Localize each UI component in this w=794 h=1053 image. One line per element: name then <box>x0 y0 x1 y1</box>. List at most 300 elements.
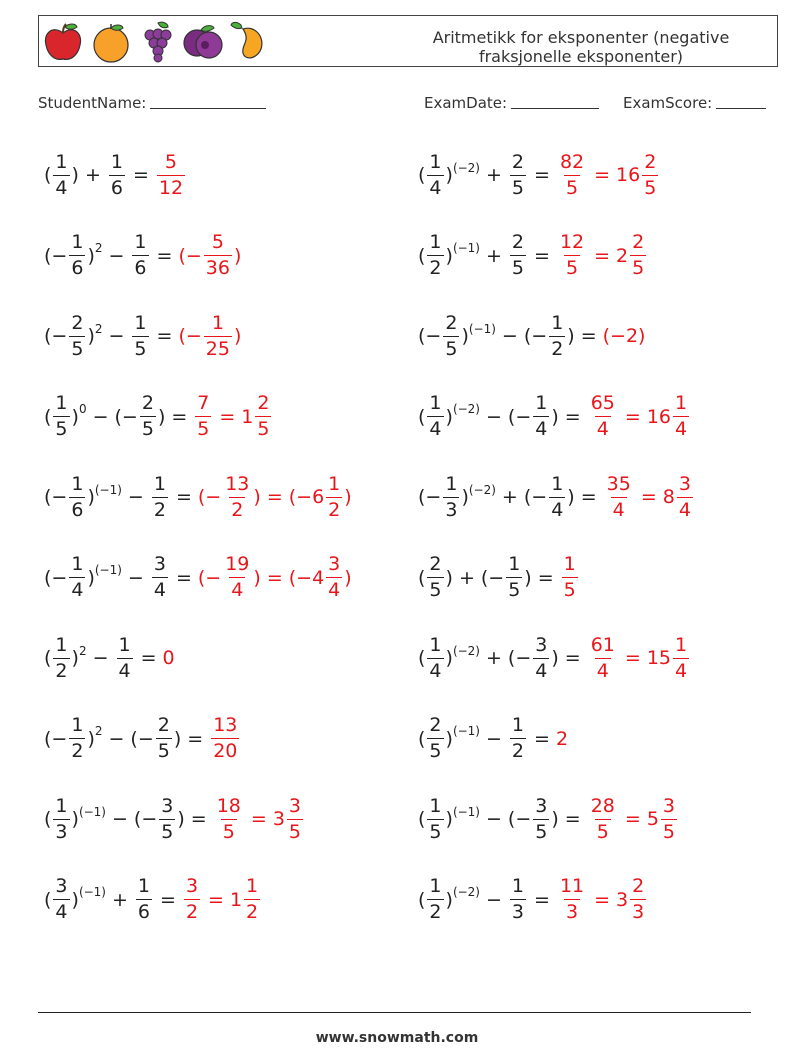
fraction <box>287 794 303 843</box>
exponent: (−1) <box>78 804 106 819</box>
expression-term <box>106 889 134 911</box>
expression-term <box>480 245 508 267</box>
numerator: 35 <box>606 472 631 495</box>
fraction <box>152 555 168 600</box>
exponent: 2 <box>94 241 103 255</box>
student-name-label: StudentName: <box>38 94 147 112</box>
operator: = <box>640 486 657 508</box>
answer-term <box>213 406 241 428</box>
operator: = <box>537 566 554 589</box>
expression-term <box>559 647 587 669</box>
denominator: 2 <box>328 498 341 521</box>
expression-term <box>44 311 103 360</box>
apple-icon <box>43 19 83 63</box>
exponent: (−1) <box>452 241 480 255</box>
numerator: 1 <box>134 231 147 253</box>
open-paren: (− <box>480 566 505 589</box>
operator: − <box>486 808 502 830</box>
expression-term <box>44 877 106 922</box>
open-paren: ( <box>44 647 52 669</box>
expression-term <box>154 889 182 911</box>
denominator: 6 <box>134 257 147 279</box>
denominator: 4 <box>429 418 442 440</box>
expression-term <box>151 325 179 347</box>
expression-term <box>480 808 508 830</box>
expression-term <box>528 889 556 911</box>
denominator: 4 <box>675 418 688 440</box>
numerator: 1 <box>55 392 68 414</box>
answer-term <box>245 808 273 830</box>
operator: = <box>171 405 188 428</box>
open-paren: (− <box>288 486 313 508</box>
expression-term <box>480 647 508 669</box>
expression-term <box>418 311 496 360</box>
exponent: (−1) <box>468 321 496 336</box>
fraction <box>53 877 69 922</box>
denominator: 4 <box>118 659 131 682</box>
fraction <box>562 555 578 600</box>
denominator: 5 <box>508 579 521 601</box>
fraction <box>427 716 443 761</box>
numerator: 13 <box>213 714 238 736</box>
expression-term <box>150 472 170 521</box>
operator: − <box>108 325 125 347</box>
numerator: 7 <box>197 392 210 414</box>
fraction <box>427 150 443 199</box>
denominator: 5 <box>161 820 174 843</box>
expression-term <box>44 150 79 199</box>
open-paren: ( <box>418 647 426 669</box>
open-paren: (− <box>44 486 68 508</box>
fraction <box>53 633 69 682</box>
expression-term <box>165 406 193 428</box>
expression-term <box>481 555 532 600</box>
problem-10 <box>44 871 262 929</box>
fraction <box>510 716 526 761</box>
operator: = <box>160 888 176 911</box>
numerator: 2 <box>257 392 270 414</box>
answer-term <box>588 889 616 911</box>
denominator: 2 <box>55 659 68 682</box>
answer-value: 2 <box>555 727 569 750</box>
open-paren: (− <box>114 405 138 428</box>
fraction <box>195 394 211 439</box>
expression-term <box>44 555 122 600</box>
numerator: 3 <box>185 875 199 897</box>
close-paren: ) <box>253 486 261 508</box>
fraction <box>223 472 251 521</box>
close-paren: ) <box>445 244 453 267</box>
open-paren: (− <box>507 405 532 428</box>
expression-term <box>418 472 496 521</box>
numerator: 19 <box>225 553 250 575</box>
exponent: 2 <box>94 724 103 738</box>
expression-term <box>151 245 179 267</box>
answer-value: 0 <box>162 647 175 669</box>
denominator: 4 <box>535 659 548 682</box>
fraction <box>156 716 172 761</box>
fraction <box>69 311 85 360</box>
expression-term <box>418 150 480 199</box>
problem-15 <box>418 468 695 526</box>
fraction <box>204 233 232 278</box>
fraction <box>673 394 689 439</box>
problem-19 <box>418 790 679 848</box>
worksheet-header <box>38 15 778 67</box>
expression-term <box>103 245 131 267</box>
answer-term <box>241 394 273 439</box>
numerator: 1 <box>71 553 84 575</box>
open-paren: ( <box>418 405 426 428</box>
expression-term <box>130 716 181 761</box>
answer-term <box>261 486 289 508</box>
operator: = <box>580 325 597 347</box>
fraction <box>109 150 125 199</box>
answer-term <box>556 150 588 199</box>
denominator: 4 <box>429 659 442 682</box>
expression-term <box>528 164 556 186</box>
operator: = <box>594 164 611 186</box>
numerator: 1 <box>563 553 576 575</box>
numerator: 1 <box>675 633 688 656</box>
numerator: 1 <box>675 392 688 414</box>
fraction <box>677 472 693 521</box>
mango-icon <box>229 19 269 63</box>
close-paren: ) <box>87 244 95 267</box>
close-paren: ) <box>551 808 559 830</box>
student-name-blank[interactable] <box>150 108 266 109</box>
numerator: 1 <box>511 875 525 897</box>
denominator: 12 <box>158 176 184 199</box>
expression-term <box>103 325 131 347</box>
open-paren: (− <box>523 486 548 508</box>
close-paren: ) <box>157 405 166 428</box>
numerator: 3 <box>328 553 341 575</box>
denominator: 4 <box>551 498 564 521</box>
denominator: 6 <box>71 257 84 279</box>
exponent: (−1) <box>452 724 480 738</box>
expression-term <box>135 647 163 669</box>
close-paren: ) <box>87 566 95 589</box>
close-paren: ) <box>233 244 242 267</box>
denominator: 4 <box>328 579 341 601</box>
numerator: 3 <box>153 553 166 575</box>
numerator: 1 <box>211 311 224 334</box>
expression-term <box>134 877 154 922</box>
fraction <box>326 472 342 521</box>
close-paren: ) <box>567 486 575 508</box>
operator: = <box>190 808 207 830</box>
exam-date-blank[interactable] <box>511 108 599 109</box>
expression-term <box>150 555 170 600</box>
expression-term <box>559 808 587 830</box>
answer-term <box>619 808 647 830</box>
numerator: 2 <box>632 875 645 897</box>
numerator: 1 <box>429 392 442 414</box>
numerator: 5 <box>211 231 224 253</box>
answer-term <box>619 406 647 428</box>
denominator: 4 <box>596 418 609 440</box>
expression-term <box>44 233 103 278</box>
whole-number: 3 <box>616 888 629 911</box>
denominator: 2 <box>246 901 259 923</box>
exponent: (−2) <box>452 643 480 658</box>
denominator: 5 <box>632 257 645 279</box>
fraction <box>117 633 133 682</box>
expression-term <box>122 486 150 508</box>
answer-term <box>198 555 261 600</box>
problem-17 <box>418 629 691 687</box>
fraction <box>427 233 443 278</box>
close-paren: ) <box>71 164 79 186</box>
expression-term <box>185 808 213 830</box>
exponent: (−2) <box>452 160 480 175</box>
denominator: 4 <box>71 579 84 601</box>
expression-term <box>480 889 508 911</box>
expression-term <box>79 164 107 186</box>
answer-term <box>556 233 588 278</box>
fraction <box>510 233 526 278</box>
answer-term <box>647 394 691 439</box>
close-paren: ) <box>445 727 453 750</box>
operator: + <box>112 888 128 911</box>
numerator: 1 <box>134 311 147 334</box>
expression-term <box>508 233 528 278</box>
open-paren: (− <box>197 486 222 508</box>
fraction <box>510 877 526 922</box>
open-paren: (− <box>523 325 548 347</box>
expression-term <box>508 877 528 922</box>
grapes-icon <box>138 19 178 63</box>
close-paren: ) <box>445 405 453 428</box>
open-paren: ( <box>418 566 426 589</box>
operator: = <box>266 566 283 589</box>
numerator: 1 <box>511 714 525 736</box>
denominator: 5 <box>429 579 442 601</box>
answer-term <box>272 794 305 843</box>
numerator: 3 <box>288 794 301 817</box>
close-paren: ) <box>87 486 95 508</box>
answer-term <box>616 150 660 199</box>
expression-term <box>122 567 150 589</box>
open-paren: (− <box>130 727 154 750</box>
operator: = <box>156 244 173 267</box>
expression-term <box>480 728 508 750</box>
operator: − <box>127 486 144 508</box>
exponent: (−2) <box>468 482 496 497</box>
fraction <box>136 877 152 922</box>
answer-term <box>635 486 663 508</box>
numerator: 1 <box>429 150 442 173</box>
close-paren: ) <box>461 486 469 508</box>
open-paren: (− <box>418 325 442 347</box>
whole-number: 16 <box>616 164 641 186</box>
answer-term <box>209 716 241 761</box>
fraction <box>244 877 260 922</box>
operator: = <box>534 164 550 186</box>
fraction <box>589 633 617 682</box>
answer-term <box>662 472 695 521</box>
operator: = <box>250 808 267 830</box>
expression-term <box>508 716 528 761</box>
denominator: 2 <box>429 901 442 923</box>
whole-number: 6 <box>312 486 325 508</box>
numerator: 1 <box>137 875 151 897</box>
open-paren: ( <box>418 808 426 830</box>
numerator: 3 <box>535 633 548 656</box>
close-paren: ) <box>524 566 532 589</box>
numerator: 2 <box>141 392 154 414</box>
open-paren: ( <box>418 164 426 186</box>
operator: − <box>127 566 144 589</box>
denominator: 4 <box>231 579 244 601</box>
answer-term <box>556 728 568 750</box>
denominator: 6 <box>110 176 123 199</box>
operator: − <box>486 888 502 911</box>
operator: = <box>175 566 192 589</box>
operator: − <box>112 808 128 830</box>
close-paren: ) <box>344 566 352 589</box>
expression-term <box>418 794 480 843</box>
operator: = <box>219 405 236 428</box>
denominator: 5 <box>55 418 68 440</box>
open-paren: (− <box>133 808 158 830</box>
expression-term <box>418 877 480 922</box>
expression-term <box>130 233 150 278</box>
denominator: 36 <box>205 257 230 279</box>
answer-term <box>646 633 691 682</box>
fraction <box>53 794 69 843</box>
fraction <box>69 472 85 521</box>
operator: + <box>486 164 502 186</box>
denominator: 5 <box>662 820 675 843</box>
answer-term <box>288 472 352 521</box>
answer-term <box>619 647 647 669</box>
numerator: 1 <box>55 633 68 656</box>
denominator: 5 <box>511 257 525 279</box>
expression-term <box>480 164 508 186</box>
fraction <box>427 555 443 600</box>
fraction <box>558 877 586 922</box>
student-name-field <box>38 94 266 112</box>
problem-3 <box>44 307 241 365</box>
operator: − <box>501 325 518 347</box>
open-paren: (− <box>178 325 202 347</box>
exponent: 2 <box>94 321 103 336</box>
denominator: 4 <box>678 498 691 521</box>
denominator: 5 <box>257 418 270 440</box>
close-paren: ) <box>445 647 453 669</box>
answer-term <box>588 245 616 267</box>
expression-term <box>418 716 480 761</box>
problem-8 <box>44 710 241 768</box>
numerator: 1 <box>246 875 259 897</box>
fraction <box>255 394 271 439</box>
answer-term <box>178 311 242 360</box>
whole-number: 1 <box>241 405 254 428</box>
expression-term <box>575 486 603 508</box>
fraction <box>506 555 522 600</box>
expression-term <box>44 633 87 682</box>
expression-term <box>496 486 524 508</box>
expression-term <box>507 633 559 682</box>
operator: − <box>108 244 125 267</box>
whole-number: 1 <box>229 888 243 911</box>
open-paren: ( <box>44 164 52 186</box>
fraction <box>427 794 443 843</box>
problem-6 <box>44 549 352 607</box>
fraction <box>215 794 243 843</box>
denominator: 3 <box>511 901 525 923</box>
answer-term <box>155 150 187 199</box>
expression-term <box>44 472 122 521</box>
exam-score-label: ExamScore: <box>623 94 713 112</box>
answer-term <box>587 794 619 843</box>
fraction <box>630 233 646 278</box>
answer-term <box>197 472 261 521</box>
operator: = <box>624 808 641 830</box>
operator: = <box>534 888 550 911</box>
operator: = <box>140 647 157 669</box>
numerator: 2 <box>429 714 442 736</box>
fraction <box>533 794 549 843</box>
numerator: 65 <box>590 392 615 414</box>
numerator: 82 <box>559 150 585 173</box>
numerator: 1 <box>71 231 84 253</box>
answer-term <box>230 877 262 922</box>
numerator: 13 <box>225 472 250 495</box>
denominator: 6 <box>71 498 84 521</box>
denominator: 5 <box>445 337 458 360</box>
numerator: 1 <box>118 633 131 656</box>
denominator: 5 <box>197 418 210 440</box>
operator: = <box>534 727 550 750</box>
answer-value: (−2) <box>602 325 646 347</box>
denominator: 5 <box>644 176 657 199</box>
whole-number: 3 <box>272 808 285 830</box>
numerator: 2 <box>632 231 645 253</box>
numerator: 1 <box>55 150 68 173</box>
fraction <box>223 555 251 600</box>
fraction <box>443 472 459 521</box>
open-paren: (− <box>44 244 68 267</box>
answer-term <box>616 233 648 278</box>
denominator: 3 <box>55 820 68 843</box>
expression-term <box>559 406 587 428</box>
operator: − <box>92 647 109 669</box>
open-paren: (− <box>44 727 68 750</box>
denominator: 5 <box>565 257 579 279</box>
expression-term <box>87 647 115 669</box>
denominator: 2 <box>153 498 166 521</box>
open-paren: (− <box>507 647 532 669</box>
fraction <box>69 555 85 600</box>
answer-term <box>213 794 245 843</box>
problem-7 <box>44 629 175 687</box>
close-paren: ) <box>551 647 559 669</box>
close-paren: ) <box>567 325 575 347</box>
exam-score-blank[interactable] <box>716 108 766 109</box>
fraction <box>157 150 185 199</box>
fraction <box>326 555 342 600</box>
operator: = <box>534 244 550 267</box>
exponent: 2 <box>78 643 87 658</box>
expression-term <box>523 311 575 360</box>
operator: = <box>580 486 597 508</box>
numerator: 1 <box>445 472 458 495</box>
exponent: (−1) <box>78 885 106 899</box>
expression-term <box>418 394 480 439</box>
